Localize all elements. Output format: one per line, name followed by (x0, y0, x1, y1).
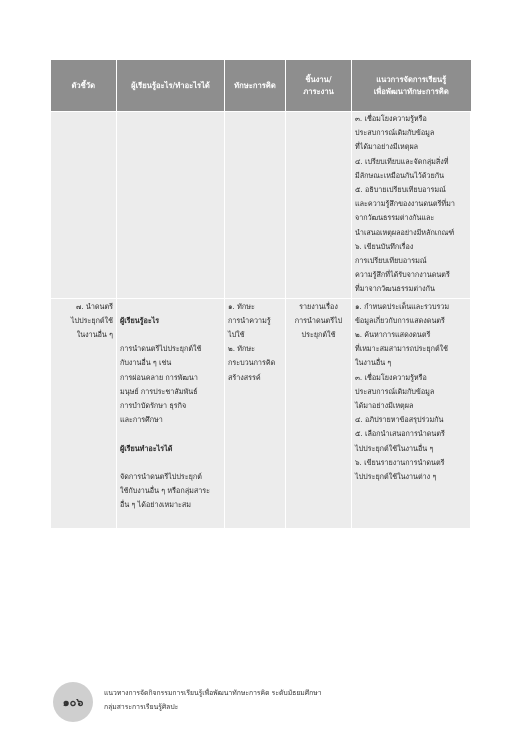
cell-approach-7: ๑. กำหนดประเด็นและรวบรวม ข้อมูลเกี่ยวกับการแสดงดนตรี ๒. ค้นหาการแสดงดนตรี ที่เหมาะสมสามารถประยุกต์ใช้ ในงานอื่น ๆ ๓. เชื่อมโยงความรู้หรือ ประสบการณ์เดิมกับข้อมูล ได้มาอย่างมีเหตุผล ๔. อภิปรายหาข้อสรุปร่วมกัน ๕. เลือกนำเสนอการนำดนตรี ไปประยุกต์ใช้ในงานอื่น ๆ ๖. เขียนรายงานการนำดนตรี ไปประยุกต์ใช้ในงานต่าง ๆ (352, 298, 471, 528)
header-work-task: ชิ้นงาน/ ภาระงาน (286, 60, 352, 112)
footer-caption (104, 686, 404, 714)
header-learning: ผู้เรียนรู้อะไร/ทำอะไรได้ (117, 60, 225, 112)
footer-line-2: กลุ่มสาระการเรียนรู้ศิลปะ (104, 703, 179, 711)
page-number-badge (53, 682, 93, 722)
cell-thinking-skill-7: ๑. ทักษะ การนำความรู้ ไปใช้ ๒. ทักษะ กระบวนการคิด สร้างสรรค์ (225, 298, 286, 528)
header-indicator: ตัวชี้วัด (51, 60, 117, 112)
header-thinking-skill: ทักษะการคิด (225, 60, 286, 112)
cell-continued-3 (225, 112, 286, 299)
cell-continued-1 (51, 112, 117, 299)
footer-line-1: แนวทางการจัดกิจกรรมการเรียนรู้เพื่อพัฒนาทักษะการคิด ระดับมัธยมศึกษา (104, 689, 322, 697)
learning-do-heading: ผู้เรียนทำอะไรได้ (120, 443, 173, 453)
cell-indicator-7: ๗. นำดนตรี ไปประยุกต์ใช้ ในงานอื่น ๆ (51, 298, 117, 528)
learning-do-body: จัดการนำดนตรีไปประยุกต์ ใช้กับงานอื่น ๆ หรือกลุ่มสาระ อื่น ๆ ได้อย่างเหมาะสม (120, 472, 210, 510)
cell-learning-7 (117, 298, 225, 528)
cell-continued-approach: ๓. เชื่อมโยงความรู้หรือ ประสบการณ์เดิมกับข้อมูล ที่ได้มาอย่างมีเหตุผล ๔. เปรียบเทียบและจัดกลุ่มสิ่งที่ มีลักษณะเหมือนกันไว้ด้วยกัน ๕. อธิบายเปรียบเทียบอารมณ์ และความรู้สึกของงานดนตรีที่มา จากวัฒนธรรมต่างกันและ นำเสนอเหตุผลอย่างมีหลักเกณฑ์ ๖. เขียนบันทึกเรื่อง การเปรียบเทียบอารมณ์ ความรู้สึกที่ได้รับจากงานดนตรี ที่มาจากวัฒนธรรมต่างกัน (352, 112, 471, 299)
page-number: ๑๐๖ (62, 696, 84, 709)
table-row-continued (51, 112, 471, 299)
learning-what-heading: ผู้เรียนรู้อะไร (120, 315, 160, 325)
header-learning-approach: แนวการจัดการเรียนรู้ เพื่อพัฒนาทักษะการคิด (352, 60, 471, 112)
cell-work-task-7: รายงานเรื่อง การนำดนตรีไป ประยุกต์ใช้ (286, 298, 352, 528)
cell-continued-2 (117, 112, 225, 299)
table-header-row (51, 60, 471, 112)
table-row-7 (51, 298, 471, 528)
cell-continued-4 (286, 112, 352, 299)
learning-what-body: การนำดนตรีไปประยุกต์ใช้ กับงานอื่น ๆ เช่น การผ่อนคลาย การพัฒนา มนุษย์ การประชาสัมพันธ์ การบำบัดรักษา ธุรกิจ และการศึกษา (120, 344, 202, 425)
curriculum-table (50, 60, 471, 529)
